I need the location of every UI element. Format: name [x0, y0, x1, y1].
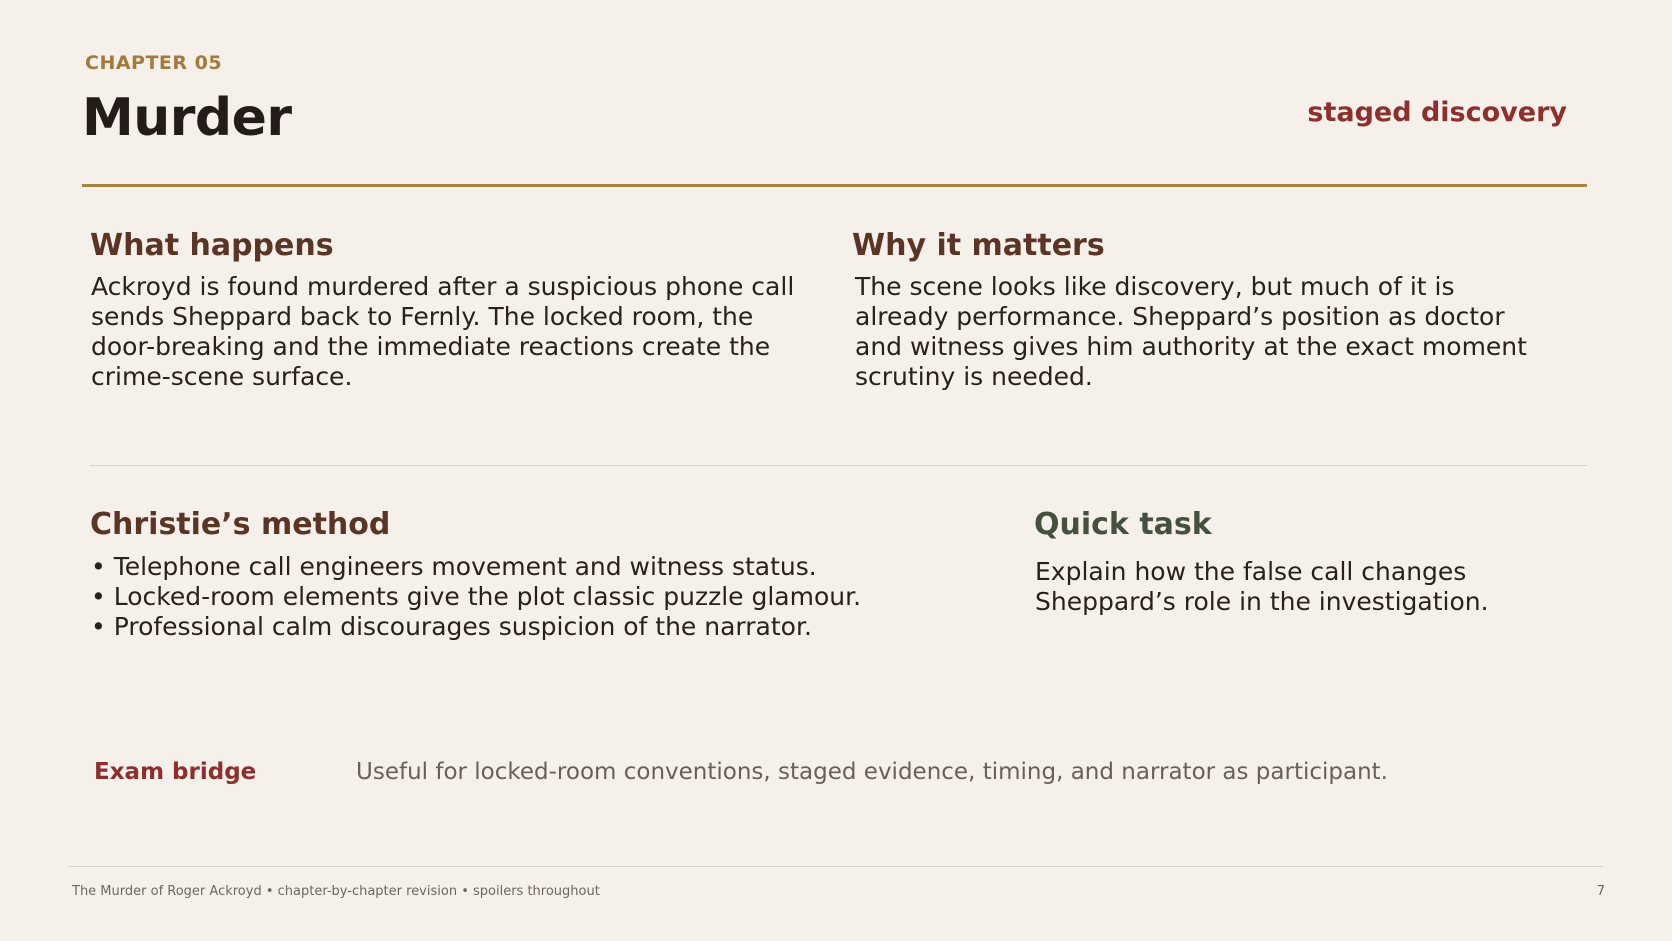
- section-divider: [90, 465, 1587, 466]
- why-it-matters-heading: Why it matters: [852, 228, 1105, 263]
- what-happens-heading: What happens: [90, 228, 334, 263]
- exam-bridge-text: Useful for locked-room conventions, staged evidence, timing, and narrator as participant.: [356, 759, 1388, 785]
- footer-text: The Murder of Roger Ackroyd • chapter-by-chapter revision • spoilers throughout: [72, 884, 600, 899]
- method-list-item: • Locked-room elements give the plot classic puzzle glamour.: [91, 582, 861, 612]
- quick-task-heading: Quick task: [1034, 507, 1212, 542]
- chapter-tag: staged discovery: [1307, 97, 1567, 128]
- title-divider: [82, 184, 1587, 187]
- method-list-item: • Telephone call engineers movement and witness status.: [91, 552, 861, 582]
- why-it-matters-body: The scene looks like discovery, but much of it is already performance. Sheppard’s position as doctor and witness gives him authority at the exact moment scrutiny is needed.: [855, 272, 1527, 391]
- method-heading: Christie’s method: [90, 507, 391, 542]
- chapter-label: CHAPTER 05: [85, 52, 223, 74]
- method-list: [91, 552, 861, 642]
- method-list-item: • Professional calm discourages suspicion of the narrator.: [91, 612, 861, 642]
- what-happens-body: Ackroyd is found murdered after a suspicious phone call sends Sheppard back to Fernly. The locked room, the door-breaking and the immediate reactions create the crime-scene surface.: [91, 272, 795, 391]
- footer-divider: [68, 866, 1603, 867]
- exam-bridge-label: Exam bridge: [94, 759, 257, 785]
- page-number: 7: [1596, 884, 1605, 899]
- page-title: Murder: [82, 88, 292, 148]
- quick-task-body: Explain how the false call changes Sheppard’s role in the investigation.: [1035, 557, 1489, 616]
